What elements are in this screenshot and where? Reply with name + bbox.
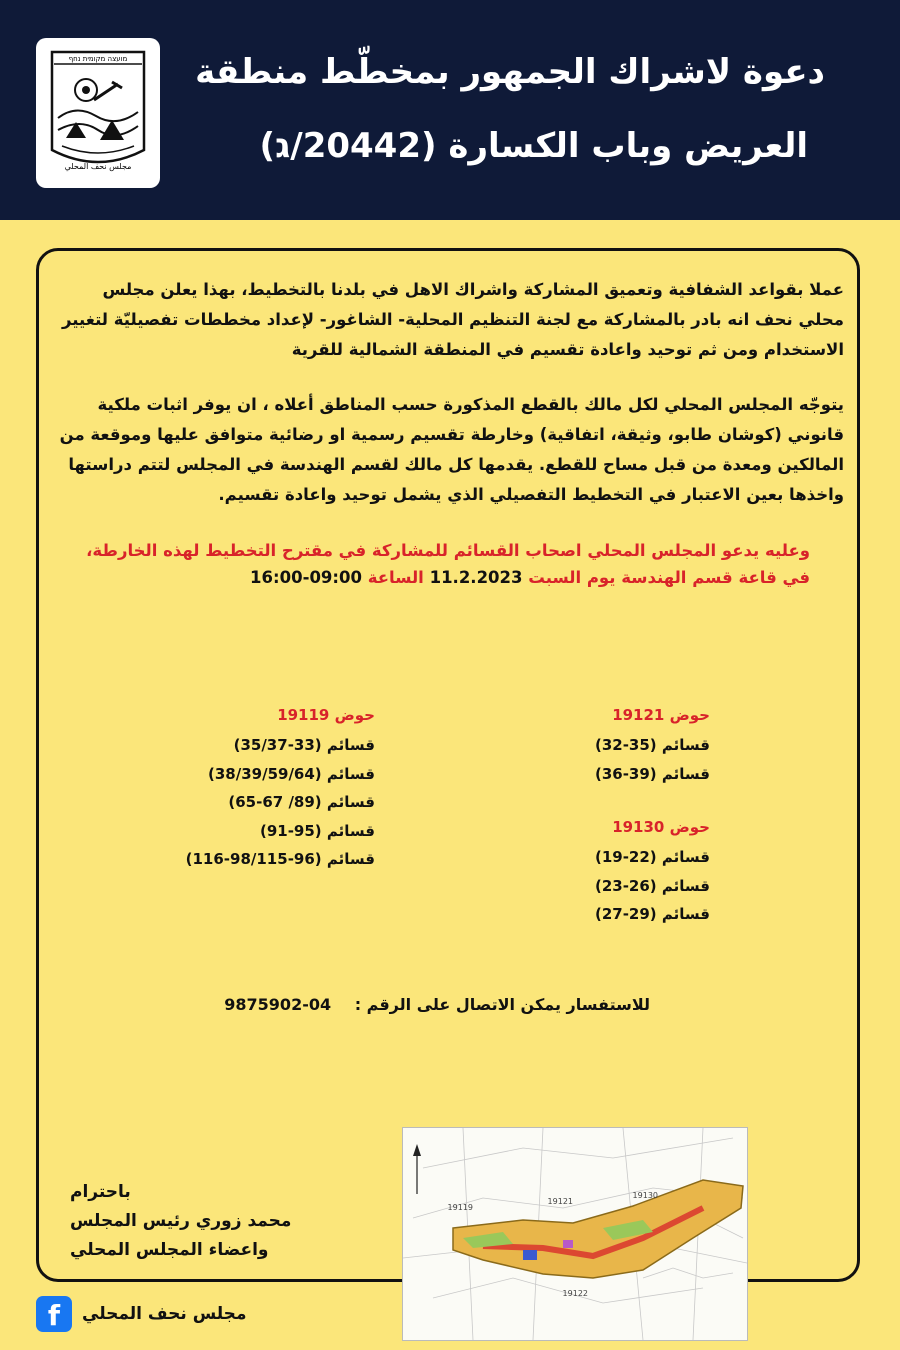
facebook-icon[interactable]: f xyxy=(36,1296,72,1332)
owners-paragraph: يتوجّه المجلس المحلي لكل مالك بالقطع المذكورة حسب المناطق أعلاه ، ان يوفر اثبات ملكية قانوني (كوشان طابو، وثيقة، اتفاقية) وخارطة تقسيم رسمية او رضائية متوافق عليها وموقعة من المالكين ومعدة من قبل مساح للقطع. يقدمها كل مالك لقسم الهندسة في المجلس لتتم دراستها واخذها بعين الاعتبار في التخطيط التفصيلي الذي يشمل توحيد واعادة تقسيم. xyxy=(59,395,844,504)
list-item: قسائم (35-32) xyxy=(594,736,710,754)
block-title: حوض 19119 xyxy=(277,706,375,724)
emblem-icon xyxy=(36,38,160,188)
block-title: حوض 19130 xyxy=(612,818,710,836)
block-19121 xyxy=(595,706,710,793)
signature-line: باحترام xyxy=(70,1182,131,1202)
map-label: 19130 xyxy=(632,1191,658,1200)
list-item: قسائم (22-19) xyxy=(594,848,710,866)
map-label: 19119 xyxy=(447,1203,473,1212)
invitation-line-2 xyxy=(70,564,810,591)
plan-map xyxy=(402,1127,748,1341)
council-logo xyxy=(36,38,160,188)
signature-line: محمد زوري رئيس المجلس xyxy=(70,1211,292,1231)
invitation-time-label: الساعة xyxy=(367,568,424,587)
list-item: قسائم (29-27) xyxy=(594,905,710,923)
contact-line xyxy=(224,995,650,1014)
map-label: 19121 xyxy=(547,1197,573,1206)
phone-number[interactable]: 04-9875902 xyxy=(224,995,332,1014)
list-item: قسائم (26-23) xyxy=(594,876,710,895)
invitation-date: 11.2.2023 xyxy=(429,568,523,587)
page-title-line-2: العريض وباب الكسارة (20442/ג) xyxy=(259,126,808,166)
block-19130 xyxy=(595,818,710,934)
list-item: قسائم (39-36) xyxy=(594,764,710,783)
signature-block xyxy=(70,1178,310,1265)
header-banner xyxy=(0,0,900,220)
invitation-line-1: وعليه يدعو المجلس المحلي اصحاب القسائم للمشاركة في مقترح التخطيط لهذه الخارطة، xyxy=(86,541,810,560)
invitation-time: 09:00-16:00 xyxy=(250,568,362,587)
invitation xyxy=(70,537,810,591)
invitation-venue: في قاعة قسم الهندسة يوم السبت xyxy=(528,568,810,587)
list-item: قسائم (89/ 67-65) xyxy=(228,793,375,811)
list-item: قسائم (38/39/59/64) xyxy=(208,764,375,783)
list-item: قسائم (33-35/37) xyxy=(233,736,375,754)
intro-paragraph: عملا بقواعد الشفافية وتعميق المشاركة واشراك الاهل في بلدنا بالتخطيط، بهذا يعلن مجلس محلي نحف انه بادر بالمشاركة مع لجنة التنظيم المحلية- الشاغور- لإعداد مخططات تفصيليّة لتغيير الاستخدام ومن ثم توحيد واعادة تقسيم في المنطقة الشمالية للقرية xyxy=(62,280,844,359)
facebook-page-name[interactable]: مجلس نحف المحلي xyxy=(82,1304,247,1324)
contact-label: للاستفسار يمكن الاتصال على الرقم : xyxy=(354,995,650,1014)
logo-top-text: מועצה מקומית נחף xyxy=(68,55,128,63)
map-label: 19122 xyxy=(562,1289,588,1298)
list-item: قسائم (95-91) xyxy=(259,821,375,840)
block-19119 xyxy=(186,706,375,879)
block-title: حوض 19121 xyxy=(612,706,710,724)
page-title-line-1: دعوة لاشراك الجمهور بمخطّط منطقة xyxy=(195,52,825,92)
logo-bottom-text: مجلس نحف المحلي xyxy=(64,162,132,171)
list-item: قسائم (96-98/115-116) xyxy=(185,850,375,868)
signature-line: واعضاء المجلس المحلي xyxy=(70,1240,269,1260)
